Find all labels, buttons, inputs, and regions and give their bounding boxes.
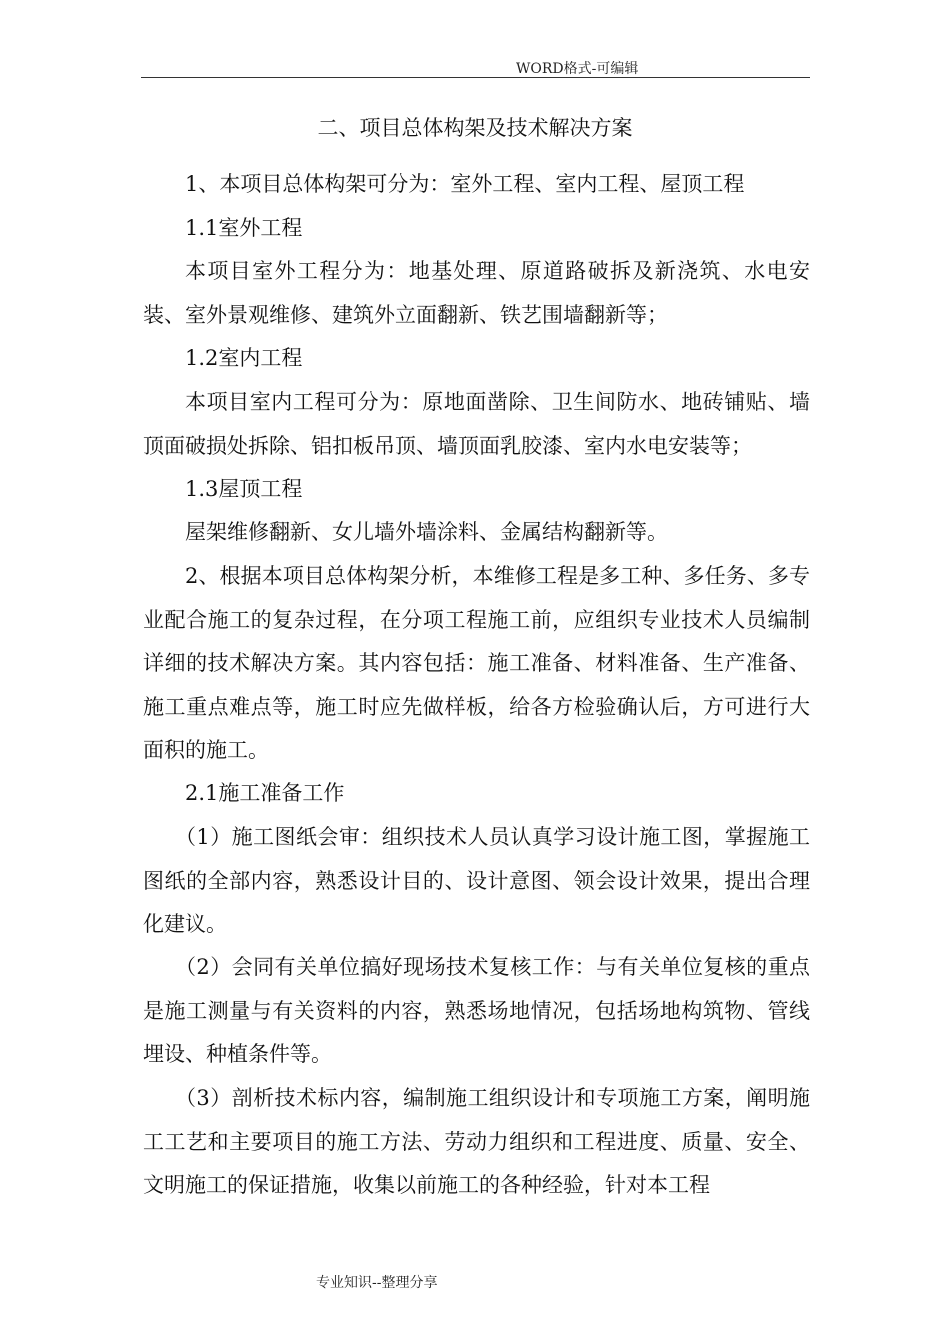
subheading: 1.2室内工程 xyxy=(185,346,303,370)
subheading: 1.3屋顶工程 xyxy=(185,477,303,501)
page-header: WORD格式-可编辑 xyxy=(516,61,639,77)
section-title: 二、项目总体构架及技术解决方案 xyxy=(317,116,633,140)
paragraph: 本项目室外工程分为：地基处理、原道路破拆及新浇筑、水电安装、室外景观维修、建筑外立面翻新、铁艺围墙翻新等； xyxy=(143,259,810,327)
paragraph: 2、根据本项目总体构架分析，本维修工程是多工种、多任务、多专业配合施工的复杂过程，在分项工程施工前，应组织专业技术人员编制详细的技术解决方案。其内容包括：施工准备、材料准备、生产准备、施工重点难点等，施工时应先做样板，给各方检验确认后，方可进行大面积的施工。 xyxy=(143,564,810,762)
paragraph: 本项目室内工程可分为：原地面凿除、卫生间防水、地砖铺贴、墙顶面破损处拆除、铝扣板吊顶、墙顶面乳胶漆、室内水电安装等； xyxy=(143,390,810,458)
paragraph: 1、本项目总体构架可分为：室外工程、室内工程、屋顶工程 xyxy=(185,172,745,196)
paragraph: 屋架维修翻新、女儿墙外墙涂料、金属结构翻新等。 xyxy=(185,520,668,544)
header-divider xyxy=(141,77,810,78)
subheading: 2.1施工准备工作 xyxy=(185,781,345,805)
subheading: 1.1室外工程 xyxy=(185,216,303,240)
page-footer: 专业知识--整理分享 xyxy=(316,1275,438,1291)
paragraph: （2）会同有关单位搞好现场技术复核工作：与有关单位复核的重点是施工测量与有关资料的内容，熟悉场地情况，包括场地构筑物、管线埋设、种植条件等。 xyxy=(143,955,810,1066)
paragraph: （1）施工图纸会审：组织技术人员认真学习设计施工图，掌握施工图纸的全部内容，熟悉设计目的、设计意图、领会设计效果，提出合理化建议。 xyxy=(143,825,810,936)
paragraph: （3）剖析技术标内容，编制施工组织设计和专项施工方案，阐明施工工艺和主要项目的施工方法、劳动力组织和工程进度、质量、安全、文明施工的保证措施，收集以前施工的各种经验，针对本工程 xyxy=(143,1086,810,1197)
